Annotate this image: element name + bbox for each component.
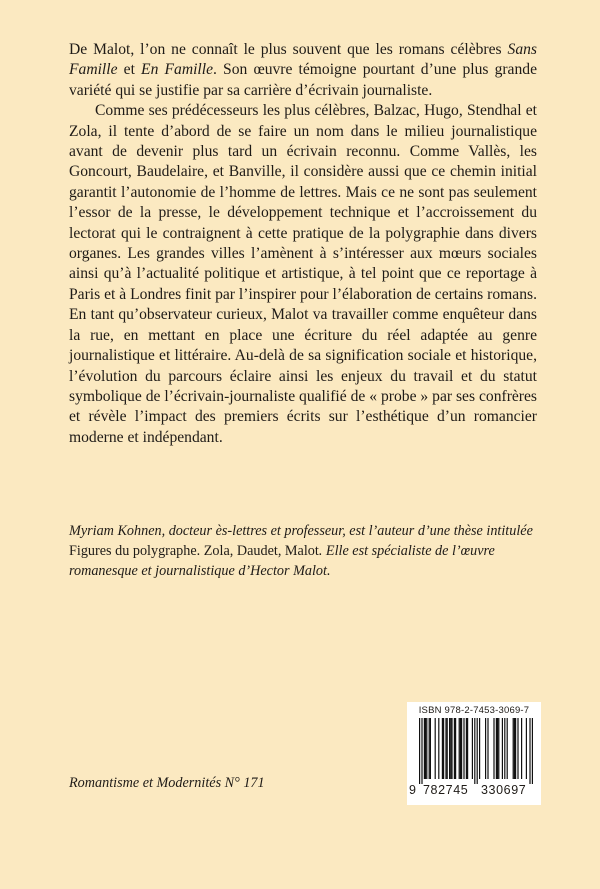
- barcode-bar: [435, 718, 436, 779]
- blurb-text: . Son œuvre témoigne pourtant d’une plus grande variété qui se justifie par sa carrière d’écrivain journaliste.: [69, 61, 537, 99]
- barcode-bar: [455, 718, 456, 779]
- barcode-bar: [477, 718, 478, 784]
- barcode-bar: [461, 718, 462, 779]
- blurb-paragraph-1: [69, 40, 537, 101]
- barcode-bar: [502, 718, 503, 779]
- blurb: [69, 40, 537, 448]
- barcode-bar: [451, 718, 452, 779]
- blurb-paragraph-2: Comme ses prédécesseurs les plus célèbres, Balzac, Hugo, Stendhal et Zola, il tente d’abord de se faire un nom dans le milieu journalistique avant de devenir plus tard un écrivain reconnu. Comme Vallès, les Goncourt, Baudelaire, et Banville, il considère aussi que ce chemin initial garantit l’autonomie de l’homme de lettres. Mais ce ne sont pas seulement l’essor de la presse, le développement technique et l’accroissement du lectorat qui le contraignent à cette pratique de la polygraphie dans divers organes. Les grandes villes l’amènent à s’intéresser aux mœurs sociales ainsi qu’à l’actualité politique et artistique, à tel point que ce reportage à Paris et à Londres finit par l’inspirer pour l’élaboration de certains romans. En tant qu’observateur curieux, Malot va travailler comme enquêteur dans la rue, en mettant en place une écriture du réel adaptée au genre journalistique et littéraire. Au-delà de sa signification sociale et historique, l’évolution du parcours éclaire ainsi les enjeux du travail et du statut symbolique de l’écrivain-journaliste qualifié de « probe » par ses confrères et révèle l’impact des premiers écrits sur l’esthétique d’un romancier moderne et indépendant.: [69, 102, 537, 446]
- barcode-bar: [526, 718, 527, 779]
- barcode-bar: [493, 718, 494, 779]
- barcode-bar: [454, 718, 455, 779]
- barcode-bar: [498, 718, 499, 779]
- barcode-bar: [438, 718, 439, 779]
- barcode-bar: [515, 718, 516, 779]
- barcode-bars: [407, 718, 541, 784]
- barcode-bar: [424, 718, 425, 779]
- isbn-label: ISBN 978-2-7453-3069-7: [418, 705, 530, 716]
- barcode-bar: [430, 718, 431, 779]
- book-title-sans-famille: Sans Famille: [69, 41, 537, 79]
- barcode-bar: [487, 718, 488, 779]
- barcode-bar: [472, 718, 473, 779]
- barcode-bar: [460, 718, 461, 779]
- author-note-text: Myriam Kohnen, docteur ès-lettres et professeur, est l’auteur d’une thèse intitulée: [69, 523, 533, 539]
- barcode-bar: [425, 718, 426, 779]
- barcode-bar: [450, 718, 451, 779]
- book-title-en-famille: En Famille: [141, 61, 214, 79]
- barcode-bar: [421, 718, 422, 784]
- blurb-text: De Malot, l’on ne connaît le plus souvent que les romans célèbres: [69, 41, 508, 58]
- barcode-digit-first: 9: [409, 783, 417, 797]
- barcode-bar: [466, 718, 467, 779]
- barcode-bar: [507, 718, 508, 779]
- blurb-text: et: [117, 61, 142, 79]
- barcode-bar: [504, 718, 505, 779]
- thesis-title: Figures du polygraphe. Zola, Daudet, Malot: [69, 543, 319, 560]
- barcode-bar: [459, 718, 460, 779]
- barcode-bar: [463, 718, 464, 779]
- barcode-bar: [429, 718, 430, 779]
- barcode-bar: [529, 718, 530, 784]
- barcode-bar: [467, 718, 468, 779]
- barcode-bar: [521, 718, 522, 779]
- barcode-bar: [445, 718, 446, 779]
- barcode-bar: [449, 718, 450, 779]
- author-note: [69, 521, 539, 582]
- barcode-bar: [485, 718, 486, 779]
- barcode-bar: [513, 718, 514, 779]
- barcode-bar: [474, 718, 475, 784]
- barcode-bar: [426, 718, 427, 779]
- author-note-text: . Elle est spécialiste de l’œuvre romanesque et journalistique d’Hector Malot.: [69, 543, 495, 580]
- barcode-bar: [419, 718, 420, 784]
- barcode-bar: [532, 718, 533, 784]
- barcode-bar: [497, 718, 498, 779]
- barcode-bar: [517, 718, 518, 779]
- barcode-bar: [447, 718, 448, 779]
- barcode: [407, 702, 541, 805]
- barcode-bar: [442, 718, 443, 779]
- barcode-digits-left: 782745: [423, 783, 469, 797]
- series-label: Romantisme et Modernités N° 171: [69, 775, 265, 791]
- barcode-bar: [514, 718, 515, 779]
- barcode-digits-right: 330697: [481, 783, 527, 797]
- barcode-bar: [443, 718, 444, 779]
- barcode-bar: [496, 718, 497, 779]
- barcode-bar: [479, 718, 480, 779]
